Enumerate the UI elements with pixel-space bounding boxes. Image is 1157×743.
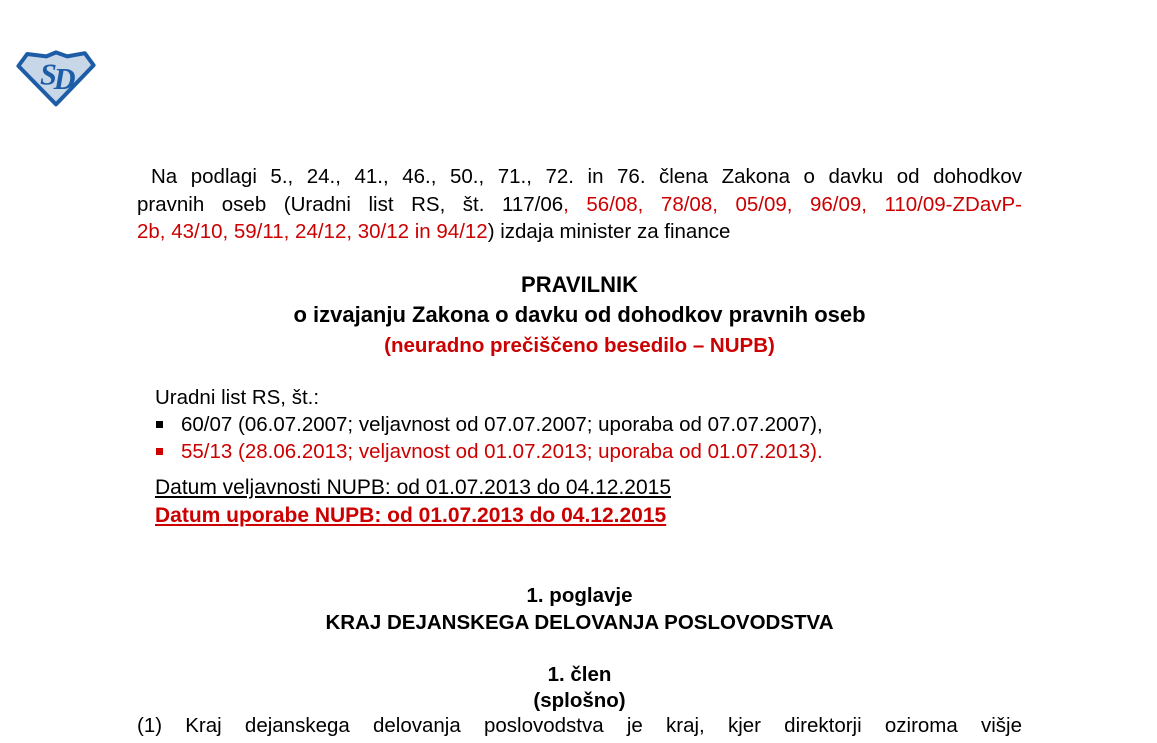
intro-line-3 (137, 218, 1022, 246)
intro-line-3-red: 2b, 43/10, 59/11, 24/12, 30/12 in 94/12 (137, 220, 488, 244)
intro-line-2-red: , 56/08, 78/08, 05/09, 96/09, 110/09-ZDavP- (563, 192, 1022, 216)
svg-text:S: S (40, 57, 57, 92)
article-number: 1. člen (547, 663, 612, 686)
usage-date-line: Datum uporabe NUPB: od 01.07.2013 do 04.12.2015 (155, 503, 667, 527)
sd-shield-icon (16, 49, 96, 107)
intro-line-2 (137, 191, 1022, 219)
gazette-item (155, 411, 1022, 438)
svg-text:D: D (53, 62, 76, 97)
intro-line-1-text: Na podlagi 5., 24., 41., 46., 50., 71., 72. in 76. člena Zakona o davku od dohodkov (151, 165, 1022, 188)
article-subtitle: (splošno) (533, 689, 626, 712)
title-block (137, 270, 1022, 361)
gazette-item (155, 438, 1022, 465)
intro-line-1 (137, 163, 1022, 191)
gazette-item-text: 55/13 (28.06.2013; veljavnost od 01.07.2013; uporaba od 01.07.2013). (181, 440, 823, 463)
gazette-item-text: 60/07 (06.07.2007; veljavnost od 07.07.2007; uporaba od 07.07.2007), (181, 413, 823, 436)
article-paragraph: (1) Kraj dejanskega delovanja poslovodstva je kraj, kjer direktorji oziroma višje (137, 714, 1022, 737)
document-subtitle: o izvajanju Zakona o davku od dohodkov pravnih oseb (293, 302, 866, 327)
validity-block (155, 474, 1022, 529)
intro-paragraph (137, 163, 1022, 246)
document-title: PRAVILNIK (521, 272, 638, 297)
gazette-header: Uradni list RS, št.: (155, 386, 320, 409)
intro-line-3-black: ) izdaja minister za finance (487, 220, 731, 244)
publisher-logo (16, 49, 96, 107)
chapter-heading (137, 582, 1022, 636)
bullet-square-icon (156, 421, 163, 428)
consolidated-text-note: (neuradno prečiščeno besedilo – NUPB) (384, 334, 775, 357)
validity-date-line: Datum veljavnosti NUPB: od 01.07.2013 do 04.12.2015 (155, 476, 672, 499)
chapter-title: KRAJ DEJANSKEGA DELOVANJA POSLOVODSTVA (325, 611, 834, 634)
article-heading (137, 662, 1022, 714)
chapter-number: 1. poglavje (526, 584, 633, 607)
bullet-square-icon (156, 448, 163, 455)
gazette-list (155, 384, 1022, 465)
intro-line-2-black: pravnih oseb (Uradni list RS, št. 117/06 (137, 192, 564, 216)
